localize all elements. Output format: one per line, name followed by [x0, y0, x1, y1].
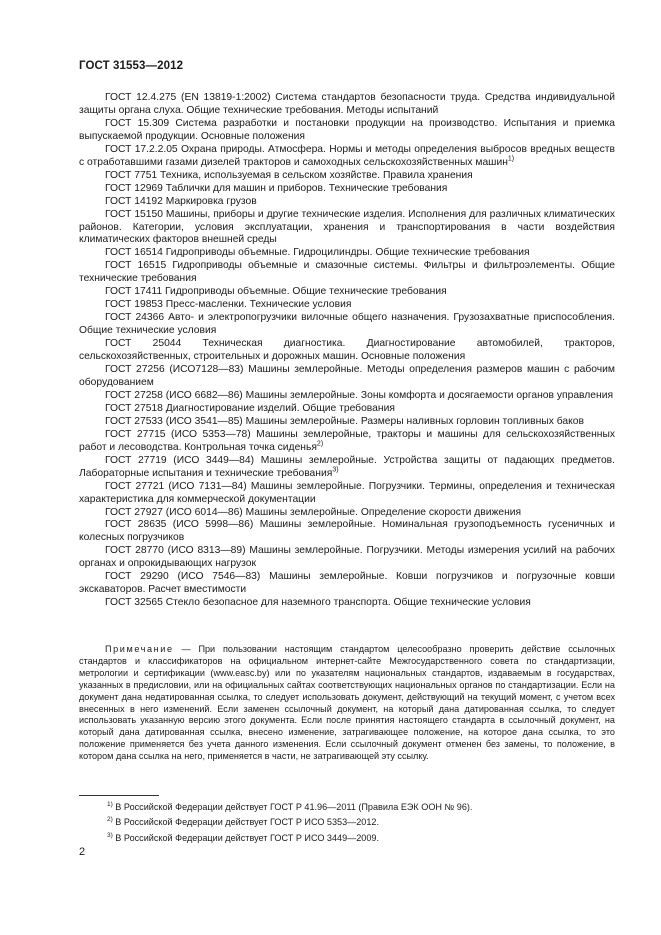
page-number: 2	[79, 846, 86, 858]
reference-item: ГОСТ 12.4.275 (EN 13819-1:2002) Система стандартов безопасности труда. Средства индивидуальной защиты органа слуха. Общие технические требования. Методы испытаний	[79, 92, 615, 116]
footnote-marker: 1)	[507, 155, 515, 163]
reference-item: ГОСТ 27518 Диагностирование изделий. Общие требования	[105, 402, 395, 414]
reference-item: ГОСТ 16515 Гидроприводы объемные и смазочные системы. Фильтры и фильтроэлементы. Общие технические требования	[79, 260, 615, 285]
note-text: — При пользовании настоящим стандартом целесообразно проверить действие ссылочных стандартов и классификаторов на официальном интернет-сайте Межгосударственного совета по стандартизации, метрологии и сертификации (www.easc.by) или по указателям национальных стандартов, издаваемым в государствах, указанных в предисловии, или на официальных сайтах соответствующих национальных органов по стандартизации. Если на документ дана недатированная ссылка, то следует использовать документ, действующий на текущий момент, с учетом всех внесенных в него изменений. Если заменен ссылочный документ, на который дана датированная ссылка, то следует использовать указанную версию этого документа. Если после принятия настоящего стандарта в ссылочный документ, на который дана датированная ссылка, внесено изменение, затрагивающее положение, на которое дана ссылка, то это положение применяется без учета данного изменения. Если ссылочный документ отменен без замены, то положение, в котором дана ссылка на него, применяется в части, не затрагивающей эту ссылку.	[79, 644, 615, 762]
reference-item: ГОСТ 24366 Авто- и электропогрузчики вилочные общего назначения. Грузозахватные приспособления. Общие технические условия	[79, 312, 615, 337]
reference-item: ГОСТ 17.2.2.05 Охрана природы. Атмосфера. Нормы и методы определения выбросов вредных веществ с отработавшими газами дизелей тракторов и самоходных сельскохозяйственных машин$^{1)}$	[79, 143, 615, 168]
reference-item: ГОСТ 32565 Стекло безопасное для наземного транспорта. Общие технические условия	[105, 597, 531, 609]
reference-item: ГОСТ 27719 (ИСО 3449—84) Машины землеройные. Устройства защиты от падающих предметов. Лабораторные испытания и технические требования$^{3)}$	[79, 454, 615, 479]
reference-item: ГОСТ 27256 (ИСО7128—83) Машины землеройные. Методы определения размеров машин с рабочим оборудованием	[79, 364, 615, 388]
reference-item: ГОСТ 27721 (ИСО 7131—84) Машины землеройные. Погрузчики. Термины, определения и техническая характеристика для коммерческой документации	[79, 480, 615, 505]
document-header-code: ГОСТ 31553—2012	[79, 60, 184, 72]
footnote-item: $^{2)}$ В Российской Федерации действует ГОСТ Р ИСО 5353—2012.	[107, 816, 379, 828]
note-label: Примечание	[105, 644, 174, 654]
footnotes-list	[79, 800, 615, 846]
reference-item: ГОСТ 28635 (ИСО 5998—86) Машины землеройные. Номинальная грузоподъемность гусеничных и колесных погрузчиков	[79, 519, 615, 544]
reference-item: ГОСТ 29290 (ИСО 7546—83) Машины землеройные. Ковши погрузчиков и погрузочные ковши экскаваторов. Расчет вместимости	[79, 571, 615, 596]
footnote-item: $^{3)}$ В Российской Федерации действует ГОСТ Р ИСО 3449—2009.	[107, 831, 379, 843]
footnote-marker: 2)	[316, 440, 324, 448]
footnote-mark: 3)	[107, 831, 113, 839]
normative-references-list	[79, 92, 615, 610]
reference-item: ГОСТ 17411 Гидроприводы объемные. Общие технические требования	[105, 286, 447, 298]
reference-item: ГОСТ 27927 (ИСО 6014—86) Машины землеройные. Определение скорости движения	[105, 506, 522, 518]
note-block	[79, 644, 615, 763]
reference-item: ГОСТ 27258 (ИСО 6682—86) Машины землеройные. Зоны комфорта и досягаемости органов управления	[105, 389, 614, 401]
reference-item: ГОСТ 7751 Техника, используемая в сельском хозяйстве. Правила хранения	[105, 169, 473, 181]
reference-item: ГОСТ 15.309 Система разработки и постановки продукции на производство. Испытания и приемка выпускаемой продукции. Основные положения	[79, 117, 615, 142]
footnote-marker: 3)	[332, 466, 339, 474]
footnote-mark: 2)	[107, 816, 113, 824]
reference-item: ГОСТ 27533 (ИСО 3541—85) Машины землеройные. Размеры наливных горловин топливных баков	[105, 415, 584, 427]
reference-item: ГОСТ 28770 (ИСО 8313—89) Машины землеройные. Погрузчики. Методы измерения усилий на рабочих органах и опрокидывающих нагрузок	[79, 545, 615, 570]
reference-item: ГОСТ 25044 Техническая диагностика. Диагностирование автомобилей, тракторов, сельскохозяйственных, строительных и дорожных машин. Основные положения	[79, 338, 615, 363]
footnote-item: $^{1)}$ В Российской Федерации действует ГОСТ Р 41.96—2011 (Правила ЕЭК ООН № 96).	[107, 800, 473, 812]
reference-item: ГОСТ 15150 Машины, приборы и другие технические изделия. Исполнения для различных климатических районов. Категории, условия эксплуатации, хранения и транспортирования в части воздействия климатических факторов внешней среды	[79, 208, 615, 246]
reference-item: ГОСТ 14192 Маркировка грузов	[105, 195, 257, 207]
footnote-divider	[79, 795, 159, 796]
footnote-mark: 1)	[107, 800, 113, 808]
reference-item: ГОСТ 19853 Пресс-масленки. Технические условия	[105, 299, 352, 311]
reference-item: ГОСТ 16514 Гидроприводы объемные. Гидроцилиндры. Общие технические требования	[105, 247, 530, 259]
reference-item: ГОСТ 27715 (ИСО 5353—78) Машины землеройные, тракторы и машины для сельскохозяйственных работ и лесоводства. Контрольная точка сиденья$^{2)}$	[79, 428, 615, 453]
reference-item: ГОСТ 12969 Таблички для машин и приборов. Технические требования	[105, 182, 448, 194]
